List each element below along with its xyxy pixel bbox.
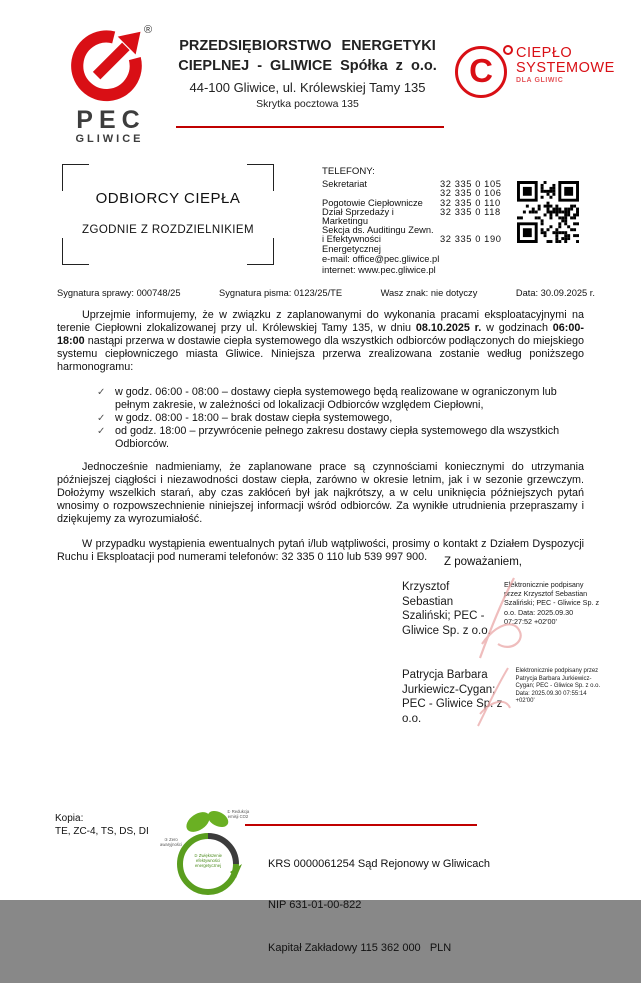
signature-block-2 [402, 668, 607, 726]
bracket-corner-icon [247, 164, 274, 191]
schedule-item-text: w godz. 06:00 - 08:00 – dostawy ciepła systemowego będą realizowane w ograniczonym lub pełnym zakresie, w zależności od lokalizacji Odbiorców względem Ciepłowni, [115, 386, 557, 411]
bracket-corner-icon [62, 238, 89, 265]
schedule-item [97, 425, 584, 451]
phone-label: Sekretariat [322, 179, 367, 190]
degree-icon [503, 45, 513, 55]
pec-logo-subtext: GLIWICE [75, 133, 144, 145]
phone-number: 32 335 0 118 [440, 206, 501, 217]
krs-number: KRS 0000061254 Sąd Rejonowy w Gliwicach [268, 858, 490, 870]
your-reference: Wasz znak: nie dotyczy [380, 288, 478, 298]
reference-row [57, 288, 595, 298]
eco-label-efficiency: ② Zwiększenie efektywności energetycznej [194, 853, 222, 868]
legal-block [268, 831, 490, 983]
eco-logo [158, 806, 262, 898]
digital-signature-details: Elektronicznie podpisany przez Patrycja Barbara Jurkiewicz-Cygan; PEC - Gliwice Sp. z o.o. Data: 2025.09.30 07:55:14 +02'00' [515, 668, 601, 705]
company-po-box: Skrytka pocztowa 135 [256, 98, 359, 110]
phones-title: TELEFONY: [322, 166, 375, 177]
phone-label: i Efektywności Energetycznej [322, 234, 381, 254]
phone-row [322, 208, 502, 226]
p1-text: w godzinach [481, 322, 553, 334]
signer-name: Patrycja Barbara Jurkiewicz-Cygan; PEC - Gliwice Sp. z o.o. [402, 669, 503, 725]
phone-number: 32 335 0 106 [440, 188, 502, 199]
check-icon: ✓ [97, 426, 106, 437]
eco-label-co2: ① Redukcja emisji CO2 [226, 809, 250, 819]
company-name-line1: PRZEDSIĘBIORSTWO ENERGETYKI [179, 38, 436, 54]
phone-number: 32 335 0 105 [440, 179, 502, 190]
letter-reference: Sygnatura pisma: 0123/25/TE [219, 288, 343, 298]
outage-hours: 06:00-18:00 [57, 322, 584, 347]
eco-label-failures: ③ Zero awaryjności [160, 837, 182, 847]
contact-online [322, 254, 439, 276]
paragraph-1 [57, 309, 584, 374]
cieplo-word2: SYSTEMOWE [516, 60, 615, 76]
cieplo-systemowe-logo [455, 46, 615, 98]
recipient-box [62, 164, 274, 265]
pec-arrow-circle-icon [67, 22, 149, 100]
signer-name: Krzysztof Sebastian Szaliński; PEC - Gliwice Sp. z o.o. [402, 581, 491, 637]
schedule-item-text: od godz. 18:00 – przywrócenie pełnego zakresu dostawy ciepła systemowego dla wszystkich Odbiorców. [115, 425, 560, 450]
p1-text: nastąpi przerwa w dostawie ciepła systemowego dla wszystkich odbiorców podłączonych do miejskiego systemu ciepłowniczego miasta Gliwice. Niniejsza przerwa zrealizowana zostanie według poniższego harmonogramu: [57, 335, 584, 373]
header-divider [176, 126, 444, 128]
company-header [165, 36, 450, 111]
digital-signature-details: Elektronicznie podpisany przez Krzysztof Sebastian Szaliński; PEC - Gliwice Sp. z o.o. Data: 2025.09.30 07:27:52 +02'00' [504, 580, 600, 626]
cieplo-circle-icon [455, 46, 507, 98]
schedule-item-text: w godz. 08:00 - 18:00 – brak dostaw ciepła systemowego, [115, 412, 393, 424]
salutation: Z poważaniem, [444, 556, 522, 568]
letter-body [57, 309, 584, 576]
signature-block-1 [402, 580, 607, 638]
phone-number: 32 335 0 190 [440, 234, 502, 245]
p1-text: Uprzejmie informujemy, że w związku z zaplanowanymi do wykonania pracami eksploatacyjnymi na terenie Ciepłowni zlokalizowanej przy ul. Królewskiej Tamy 135, w dniu [57, 309, 584, 334]
contact-email: e-mail: office@pec.gliwice.pl [322, 254, 440, 264]
cieplo-word3: DLA GLIWIC [516, 77, 564, 84]
pec-logo-text: PEC [76, 106, 146, 134]
phone-label: Sekcja ds. Auditingu Zewn. [322, 225, 434, 236]
case-reference: Sygnatura sprawy: 000748/25 [57, 288, 181, 298]
copy-label: Kopia: [55, 813, 84, 824]
recipient-line1: ODBIORCY CIEPŁA [95, 190, 241, 207]
check-icon: ✓ [97, 413, 106, 424]
bracket-corner-icon [247, 238, 274, 265]
contact-website: internet: www.pec.gliwice.pl [322, 265, 436, 275]
qr-code [517, 181, 579, 243]
schedule-list [97, 386, 584, 451]
phone-directory [322, 167, 502, 254]
phone-label: Pogotowie Ciepłownicze [322, 197, 423, 208]
share-capital: Kapitał Zakładowy 115 362 000 PLN [268, 942, 452, 954]
phone-row [322, 235, 502, 253]
paragraph-2: Jednocześnie nadmieniamy, że zaplanowane prace są czynnościami koniecznymi do utrzymania późniejszej ciągłości i niezawodności dostaw ciepła, zarówno w okresie letnim, jak i w sezonie grzewczym. Dołożymy wszelkich starań, aby czas zakłóceń był jak najkrótszy, a w celu uniknięcia późniejszych pytań wnosimy o rozpowszechnienie niniejszej informacji wśród odbiorców. Za wynikłe utrudnienia przepraszamy i dziękujemy za wyrozumiałość. [57, 461, 584, 525]
phone-label: Dział Sprzedaży i Marketingu [322, 206, 394, 227]
check-icon: ✓ [97, 387, 106, 398]
company-name-line2: CIEPLNEJ - GLIWICE Spółka z o.o. [178, 58, 437, 74]
schedule-item [97, 412, 584, 425]
company-address: 44-100 Gliwice, ul. Królewskiej Tamy 135 [189, 80, 426, 95]
cieplo-letter: C [469, 52, 493, 89]
nip-number: NIP 631-01-00-822 [268, 898, 362, 911]
cieplo-wordmark [516, 46, 615, 85]
cieplo-word1: CIEPŁO [516, 45, 573, 61]
eco-cycle-icon [158, 806, 262, 898]
letter-date: Data: 30.09.2025 r. [515, 288, 595, 298]
footer-divider [245, 824, 477, 826]
outage-date: 08.10.2025 r. [415, 322, 482, 334]
copy-value: TE, ZC-4, TS, DS, DI [55, 826, 149, 837]
recipient-line2: ZGODNIE Z ROZDZIELNIKIEM [82, 224, 254, 236]
paragraph-3: W przypadku wystąpienia ewentualnych pytań i/lub wątpliwości, prosimy o kontakt z Działem Dyspozycji Ruchu i Eksploatacji pod numerami telefonów: 32 335 0 110 lub 539 997 900. [57, 538, 584, 563]
phone-number: 32 335 0 110 [440, 197, 501, 208]
schedule-item [97, 386, 584, 412]
bracket-corner-icon [62, 164, 89, 191]
registered-trademark-icon: ® [144, 24, 153, 36]
pec-logo [58, 22, 158, 146]
copy-distribution [55, 812, 149, 838]
